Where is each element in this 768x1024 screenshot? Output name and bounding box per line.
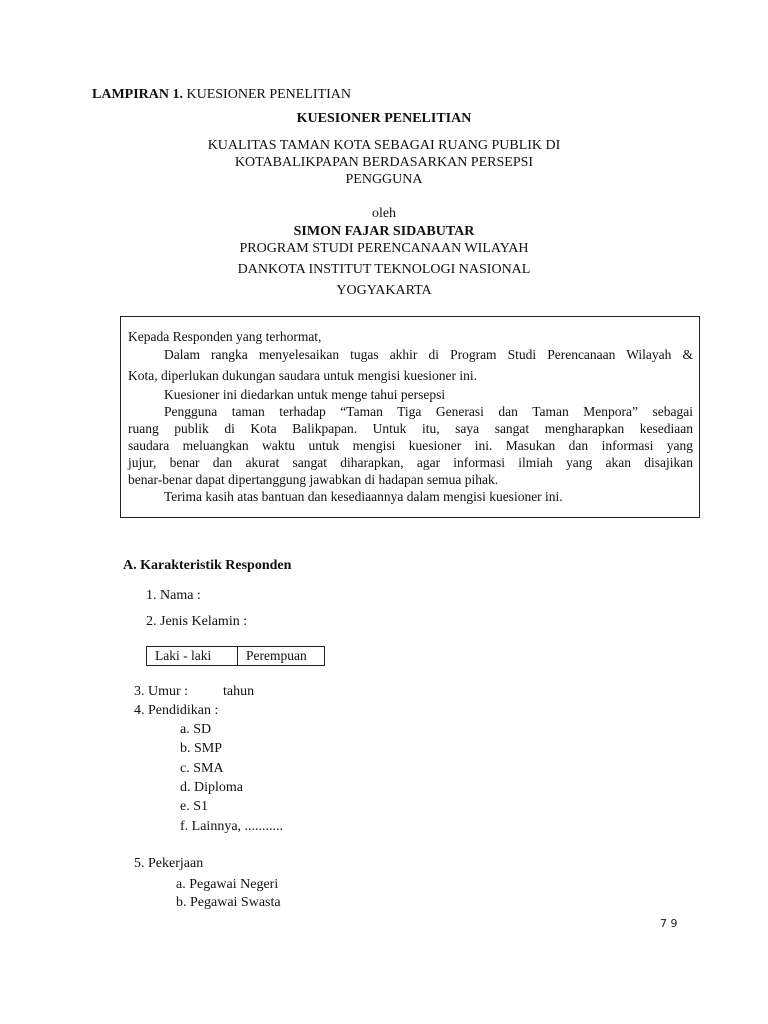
appendix-label [92,86,351,103]
author-name: SIMON FAJAR SIDABUTAR [293,224,475,239]
letter-greeting: Kepada Responden yang terhormat, [128,329,322,344]
letter-line: ruang publik di Kota Balikpapan. Untuk itu, saya sangat mengharapkan kesediaan [128,421,693,436]
letter-line: Kuesioner ini diedarkan untuk menge tahui persepsi [164,387,446,402]
subtitle-line: KUALITAS TAMAN KOTA SEBAGAI RUANG PUBLIK DI [207,138,561,153]
question-education: 4. Pendidikan : [134,703,219,718]
letter-line: Kota, diperlukan dukungan saudara untuk mengisi kuesioner ini. [128,368,478,383]
question-age: 3. Umur : [134,684,189,699]
age-unit: tahun [223,684,255,699]
letter-line: jujur, benar dan akurat sangat diharapkan, agar informasi ilmiah yang akan disajikan [128,455,693,470]
institution-line: PROGRAM STUDI PERENCANAAN WILAYAH [239,241,529,256]
letter-line: Dalam rangka menyelesaikan tugas akhir di Program Studi Perencanaan Wilayah & [164,347,693,362]
question-name: 1. Nama : [146,588,201,603]
question-occupation: 5. Pekerjaan [134,856,204,871]
institution-line: DANKOTA INSTITUT TEKNOLOGI NASIONAL [237,262,531,277]
letter-line: Terima kasih atas bantuan dan kesediaannya dalam mengisi kuesioner ini. [164,489,563,504]
gender-option-female[interactable]: Perempuan [238,647,325,666]
section-heading: A. Karakteristik Responden [123,558,292,573]
cover-letter-box [120,316,700,518]
education-option: b. SMP [180,741,223,756]
letter-line: benar-benar dapat dipertanggung jawabkan di hadapan semua pihak. [128,472,499,487]
letter-line: Pengguna taman terhadap “Taman Tiga Generasi dan Taman Menpora” sebagai [164,404,693,419]
by-label: oleh [371,206,397,221]
education-option: f. Lainnya, ........... [180,819,284,834]
subtitle-line: PENGGUNA [345,172,423,187]
occupation-option: a. Pegawai Negeri [176,877,279,892]
page-number: 7 9 [660,917,678,930]
education-option: d. Diploma [180,780,243,795]
subtitle-line: KOTABALIKPAPAN BERDASARKAN PERSEPSI [234,155,534,170]
appendix-label-rest: KUESIONER PENELITIAN [183,87,351,102]
education-option: c. SMA [180,761,224,776]
gender-options-table [146,646,325,666]
institution-line: YOGYAKARTA [336,283,432,298]
gender-option-male[interactable]: Laki - laki [147,647,238,666]
question-gender: 2. Jenis Kelamin : [146,614,248,629]
appendix-label-bold: LAMPIRAN 1. [92,87,183,102]
document-title: KUESIONER PENELITIAN [296,111,472,126]
education-option: e. S1 [180,799,208,814]
education-option: a. SD [180,722,212,737]
occupation-option: b. Pegawai Swasta [176,895,281,910]
letter-line: saudara meluangkan waktu untuk mengisi kuesioner ini. Masukan dan informasi yang [128,438,693,453]
